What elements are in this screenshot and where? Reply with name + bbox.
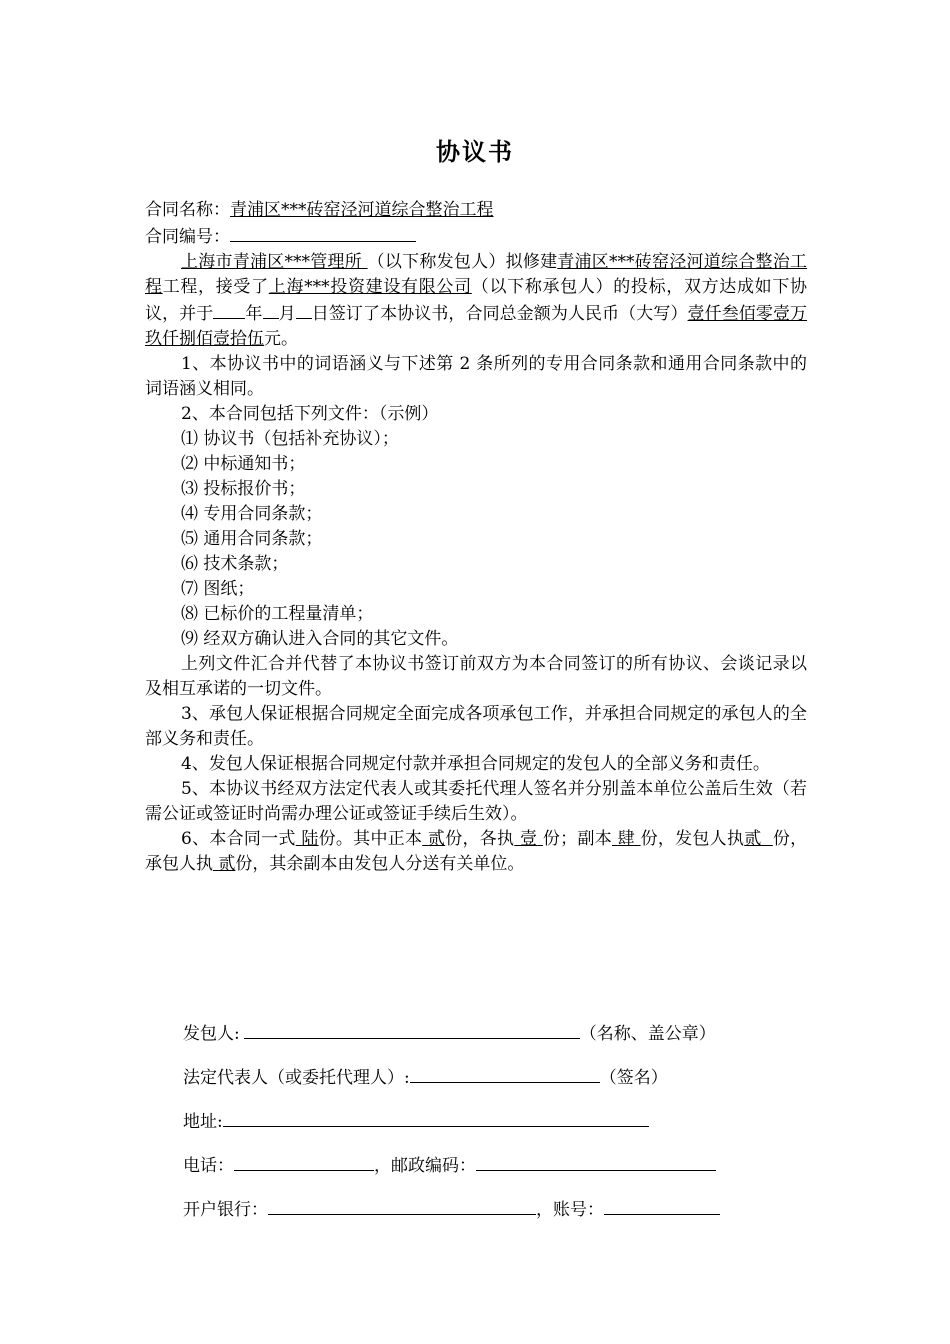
document-item: ⑷ 专用合同条款； [181,504,323,524]
document-item: ⑶ 投标报价书； [181,479,306,499]
intro-text-5: 元。 [264,329,298,349]
year-blank[interactable] [213,300,245,319]
employer-copies-value: 贰 [744,829,762,849]
original-copies [422,829,445,849]
project-name: 青浦区***砖窑泾河道综合整治工程 [145,252,808,297]
phone-field[interactable] [234,1150,374,1171]
representative-label: 法定代表人（或委托代理人）: [183,1068,410,1088]
day-blank[interactable] [296,300,312,319]
contract-name-line [145,198,807,223]
document-item: ⑺ 图纸； [181,579,255,599]
documents-summary: 上列文件汇合并代替了本协议书签订前双方为本合同签订的所有协议、会谈记录以及相互承诺的一切文件。 [145,654,807,699]
bank-row [183,1194,803,1238]
clause-6-text-d: 份；副本 [542,829,612,849]
account-label: ，账号： [536,1200,604,1220]
clause-1: 1、本协议书中的词语涵义与下述第 2 条所列的专用合同条款和通用合同条款中的词语涵义相同。 [145,354,807,399]
zip-field[interactable] [476,1150,716,1171]
zip-label: ，邮政编码： [374,1156,476,1176]
employer-note: （名称、盖公章） [579,1024,716,1044]
contract-name-value: 青浦区***砖窑泾河道综合整治工程 [230,200,494,220]
document-item: ⑴ 协议书（包括补充协议）； [181,429,399,449]
intro-text-2: 工程，接受了 [162,277,269,297]
clause-4: 4、发包人保证根据合同规定付款并承担合同规定的发包人的全部义务和责任。 [181,754,770,774]
each-original [514,829,543,849]
representative-note: （签名） [599,1068,668,1088]
account-field[interactable] [604,1194,720,1215]
document-item: ⑸ 通用合同条款； [181,529,323,549]
contractor-copies [213,854,235,874]
agreement-body [145,198,807,877]
representative-row [183,1062,803,1106]
phone-row [183,1150,803,1194]
contractor-name: 上海***投资建设有限公司 [268,277,472,297]
clause-6-text-b: 份。其中正本 [318,829,423,849]
contract-no-line [145,223,807,250]
total-copies-value: 陆 [301,829,319,849]
bank-label: 开户银行： [183,1200,268,1220]
document-item: ⑻ 已标价的工程量清单； [181,604,374,624]
intro-text-1: （以下称发包人）拟修建 [367,252,558,272]
duplicate-copies [612,829,641,849]
contract-amount: 壹仟叁佰零壹万玖仟捌佰壹拾伍 [145,304,808,349]
duplicate-copies-value: 肆 [617,829,635,849]
employer-signature-row [183,1018,803,1062]
employer-copies [744,829,773,849]
employer-name: 上海市青浦区***管理所 [181,252,368,272]
intro-paragraph [145,250,807,352]
original-copies-value: 贰 [427,829,446,849]
document-item: ⑹ 技术条款； [181,554,289,574]
intro-text-4: 日签订了本协议书，合同总金额为人民币（大写） [311,304,688,324]
each-original-value: 壹 [519,829,538,849]
clause-6 [145,827,807,877]
intro-text-3: （以下称承包人）的投标，双方达成如下协议，并于 [145,277,808,324]
clause-2: 2、本合同包括下列文件：（示例） [181,404,439,424]
employer-signature-field[interactable] [244,1018,580,1039]
address-row [183,1106,803,1150]
contract-name-label: 合同名称： [145,200,230,220]
clause-3: 3、承包人保证根据合同规定全面完成各项承包工作，并承担合同规定的承包人的全部义务和责任。 [145,704,807,749]
clause-5: 5、本协议书经双方法定代表人或其委托代理人签名并分别盖本单位公盖后生效（若需公证或签证时尚需办理公证或签证手续后生效）。 [145,779,807,824]
address-label: 地址: [183,1112,223,1132]
bank-field[interactable] [268,1194,536,1215]
address-field[interactable] [223,1106,649,1127]
year-label: 年 [245,304,263,324]
signature-block [183,1018,803,1238]
document-list [145,427,807,652]
month-blank[interactable] [263,300,279,319]
contractor-copies-value: 贰 [218,854,236,874]
clause-6-text-e: 份，发包人执 [640,829,745,849]
month-label: 月 [278,304,296,324]
clause-6-text-f: 份，承包人执 [145,829,808,874]
contract-no-label: 合同编号： [145,227,230,247]
clause-6-text-a: 6、本合同一式 [181,829,296,849]
document-item: ⑵ 中标通知书； [181,454,306,474]
total-copies [296,829,319,849]
representative-field[interactable] [410,1062,600,1083]
phone-label: 电话： [183,1156,234,1176]
employer-label: 发包人: [183,1024,240,1044]
clause-6-text-g: 份，其余副本由发包人分送有关单位。 [235,854,525,874]
document-item: ⑼ 经双方确认进入合同的其它文件。 [181,629,459,649]
clause-6-text-c: 份，各执 [445,829,515,849]
document-title: 协议书 [436,138,514,166]
contract-no-blank[interactable] [230,223,416,242]
